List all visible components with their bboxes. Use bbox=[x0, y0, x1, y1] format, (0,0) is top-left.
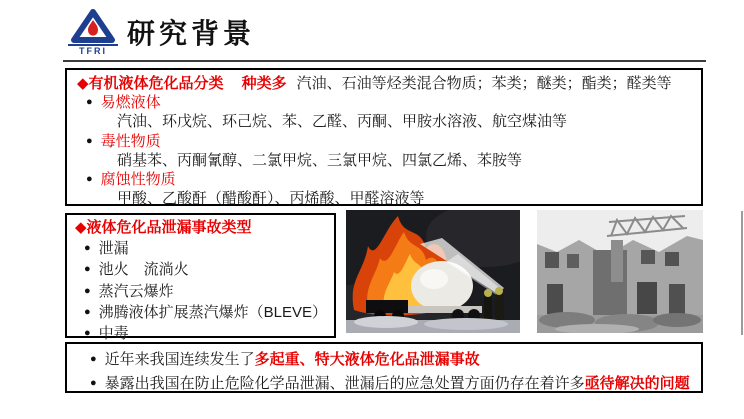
circle-bullet-icon: ● bbox=[90, 376, 97, 389]
category-items: 汽油、环戊烷、环己烷、苯、乙醛、丙酮、甲胺水溶液、航空煤油等 bbox=[117, 113, 568, 131]
header-divider bbox=[63, 60, 706, 62]
category-row bbox=[77, 132, 693, 151]
summary-item bbox=[81, 348, 693, 372]
category-label: 腐蚀性物质 bbox=[100, 171, 176, 189]
accident-heading-line bbox=[75, 218, 328, 238]
diamond-bullet-icon: ◆ bbox=[75, 219, 87, 236]
summary-box bbox=[65, 342, 703, 393]
accident-item: ● 沸腾液体扩展蒸汽爆炸（BLEVE） bbox=[84, 303, 328, 321]
category-label: 易燃液体 bbox=[100, 94, 161, 112]
circle-bullet-icon: ● bbox=[84, 263, 91, 276]
circle-bullet-icon: ● bbox=[84, 305, 91, 318]
category-items: 硝基苯、丙酮氰醇、二氯甲烷、三氯甲烷、四氯乙烯、苯胺等 bbox=[117, 151, 523, 169]
category-row bbox=[77, 93, 693, 112]
accident-item: ● 中毒 bbox=[84, 325, 129, 343]
accident-item: ● 蒸汽云爆炸 bbox=[84, 282, 174, 300]
summary-highlight: 亟待解决的问题 bbox=[584, 374, 690, 392]
accident-heading: 液体危化品泄漏事故类型 bbox=[86, 219, 252, 236]
summary-item bbox=[81, 372, 693, 396]
diamond-bullet-icon: ◆ bbox=[77, 75, 89, 92]
logo-text: TFRI bbox=[68, 44, 118, 56]
classification-heading: 有机液体危化品分类 bbox=[88, 75, 224, 92]
right-edge-line bbox=[741, 211, 743, 335]
circle-bullet-icon: ● bbox=[84, 284, 91, 297]
circle-bullet-icon: ● bbox=[86, 173, 93, 186]
circle-bullet-icon: ● bbox=[84, 327, 91, 340]
category-row bbox=[77, 170, 693, 189]
circle-bullet-icon: ● bbox=[86, 96, 93, 109]
tanker-fire-photo bbox=[346, 210, 520, 333]
category-label: 毒性物质 bbox=[100, 132, 161, 150]
accident-item: ● 泄漏 bbox=[84, 240, 129, 258]
classification-heading-line bbox=[77, 74, 693, 93]
circle-bullet-icon: ● bbox=[90, 353, 97, 365]
tfri-logo-icon bbox=[68, 9, 118, 57]
classification-heading-detail: 汽油、石油等烃类混合物质；苯类；醚类；酯类；醛类等 bbox=[296, 75, 672, 92]
classification-heading-emphasis: 种类多 bbox=[241, 75, 287, 92]
accident-item: ● 池火 流淌火 bbox=[84, 261, 189, 279]
triangle-flame-icon bbox=[71, 9, 115, 43]
summary-highlight: 多起重、特大液体危化品泄漏事故 bbox=[254, 351, 480, 368]
building-ruins-photo bbox=[537, 210, 703, 333]
circle-bullet-icon: ● bbox=[84, 242, 91, 255]
accident-types-box bbox=[65, 213, 336, 343]
summary-text: 暴露出我国在防止危险化学品泄漏、泄漏后的应急处置方面仍存在着许多 bbox=[104, 374, 585, 392]
circle-bullet-icon: ● bbox=[86, 134, 93, 147]
page-title: 研究背景 bbox=[127, 18, 256, 49]
summary-text: 近年来我国连续发生了 bbox=[104, 351, 255, 368]
classification-box bbox=[65, 68, 703, 206]
category-items: 甲酸、乙酸酐（醋酸酐）、丙烯酸、甲醛溶液等 bbox=[117, 190, 425, 208]
